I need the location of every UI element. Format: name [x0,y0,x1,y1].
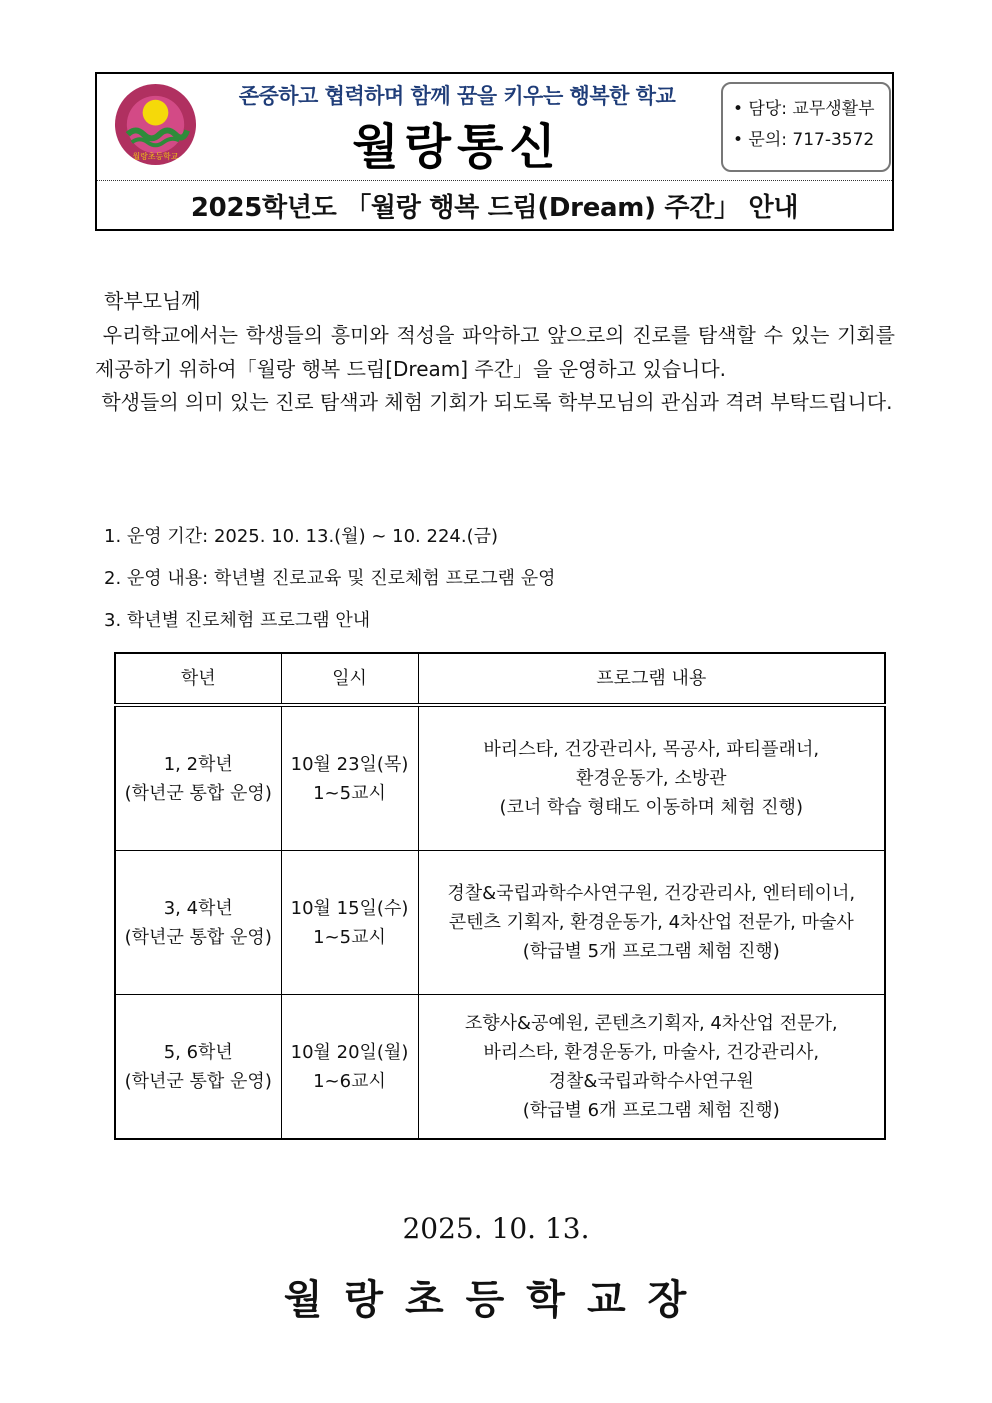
contact-department: • 담당: 교무생활부 [733,99,875,119]
issue-date: 2025. 10. 13. [402,1212,590,1245]
grade-note: (학년군 통합 운영) [124,1070,272,1092]
program-line: 경찰&국립과학수사연구원 [548,1070,754,1092]
paragraph-intro-text: 우리학교에서는 학생들의 흥미와 적성을 파악하고 앞으로의 진로를 탐색할 수 있는 기회를 제공하기 위하여「월랑 행복 드림[Dream] 주간」을 운영하고 있습니다. [95,323,895,381]
program-line: 바리스타, 건강관리사, 목공사, 파티플래너, [483,739,820,760]
program-line: (학급별 5개 프로그램 체험 진행) [522,941,780,962]
header-grade: 학년 [115,653,281,705]
period-label: 1~5교시 [313,926,386,948]
grade-label: 1, 2학년 [163,753,233,775]
contact-phone: • 문의: 717-3572 [733,130,875,150]
grade-cell [115,851,281,995]
header-program: 프로그램 내용 [418,653,885,705]
program-line: 환경운동가, 소방관 [575,768,727,789]
paragraph-request [95,385,895,419]
grade-label: 5, 6학년 [163,1041,233,1063]
date-label: 10월 15일(수) [290,897,409,919]
school-slogan: 존중하고 협력하며 함께 꿈을 키우는 행복한 학교 [238,84,676,108]
period-label: 1~6교시 [313,1070,386,1092]
principal-signature: 월랑초등학교장 [283,1276,709,1323]
program-line: 경찰&국립과학수사연구원, 건강관리사, 엔터테이너, [447,883,856,904]
program-cell [418,851,885,995]
table-row [115,705,885,851]
table-header-row [115,653,885,705]
program-line: 바리스타, 환경운동가, 마술사, 건강관리사, [483,1041,820,1063]
period-label: 1~5교시 [313,782,386,804]
grade-label: 3, 4학년 [163,897,233,919]
school-logo [114,83,197,166]
notice-subtitle: 2025학년도 「월랑 행복 드림(Dream) 주간」 안내 [190,193,799,223]
header-time: 일시 [281,653,418,705]
grade-cell [115,705,281,851]
logo-text: 월랑초등학교 [132,152,179,162]
program-line: 조향사&공예원, 콘텐츠기획자, 4차산업 전문가, [464,1012,838,1034]
program-line: (학급별 6개 프로그램 체험 진행) [522,1099,780,1121]
newsletter-header [95,72,894,231]
list-item-period: 1. 운영 기간: 2025. 10. 13.(월) ~ 10. 224.(금) [104,526,498,547]
header-divider [97,180,892,181]
time-cell [281,995,418,1140]
contact-box [721,82,891,172]
time-cell [281,851,418,995]
date-label: 10월 20일(월) [290,1041,409,1063]
program-cell [418,995,885,1140]
greeting: 학부모님께 [104,289,201,313]
grade-note: (학년군 통합 운영) [124,926,272,948]
program-cell [418,705,885,851]
time-cell [281,705,418,851]
date-label: 10월 23일(목) [290,753,409,775]
table-row [115,851,885,995]
list-item-program-guide: 3. 학년별 진로체험 프로그램 안내 [104,610,371,631]
paragraph-intro [95,318,895,386]
paragraph-request-text: 학생들의 의미 있는 진로 탐색과 체험 기회가 되도록 학부모님의 관심과 격려 부탁드립니다. [101,390,893,414]
grade-note: (학년군 통합 운영) [124,782,272,804]
grade-cell [115,995,281,1140]
list-item-content: 2. 운영 내용: 학년별 진로교육 및 진로체험 프로그램 운영 [104,568,556,589]
program-table [114,652,886,1140]
program-line: (코너 학습 형태도 이동하며 체험 진행) [499,797,803,818]
table-row [115,995,885,1140]
newsletter-title: 월랑통신 [352,119,562,175]
program-line: 콘텐츠 기획자, 환경운동가, 4차산업 전문가, 마술사 [448,912,854,933]
